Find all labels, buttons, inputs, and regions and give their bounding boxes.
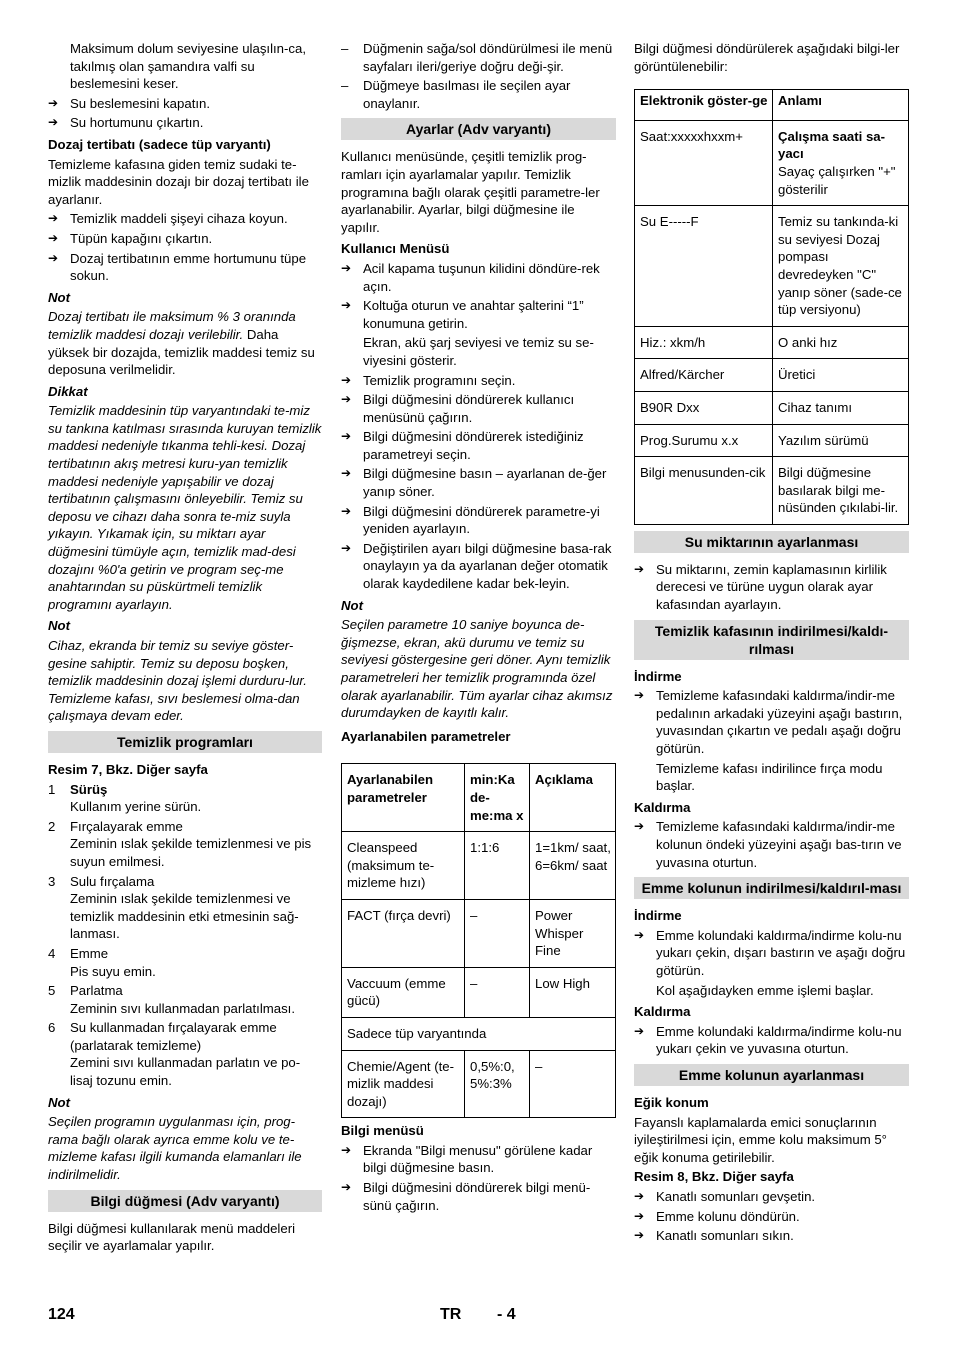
warning-label: Dikkat xyxy=(48,383,88,399)
program-number: 6 xyxy=(48,1020,56,1036)
warning-text: Temizlik maddesinin tüp varyantındaki te-miz su tankına katılması sırasında kuruyan temizlik maddesi nedeniyle tıkanma tehli-kesi. Dozaj tertibatının akış metresi kuru-yan temizlik maddesi nedeniyle yapışabilir ve dozaj tertibatının çalışmasını önleyebilir. Temiz su deposu ve cihazı daha sonra te-miz suyla yıkayın. Yıkamak için, su miktarı ayar düğmesini tümüyle açın, temizlik mad-desi dozajını %0'a getirin ve program seç-me anahtarından su püskürtmeli temizlik programını ayarlayın. xyxy=(48,403,322,612)
note-label: Not xyxy=(48,1094,70,1110)
program-description: Kullanım yerine sürün. xyxy=(70,799,202,815)
program-number: 2 xyxy=(48,818,56,834)
step-item: ➔ Emme kolundaki kaldırma/indirme kolu-nu yukarı çekin ve yuvasına oturtun. xyxy=(634,1023,902,1057)
table-header: Açıklama xyxy=(530,764,616,832)
step-item: ➔ Değiştirilen ayarı bilgi düğmesine basa-rak onaylayın ya da ayarlanan değer otomatik olarak kaydedilene kadar bek-leyin. xyxy=(341,540,612,592)
program-title: Sulu fırçalama xyxy=(70,873,155,889)
table-cell xyxy=(773,206,909,327)
dash-item: – Düğmeye basılması ile seçilen ayar onaylanır. xyxy=(341,78,571,111)
section-heading-water: Su miktarının ayarlanması xyxy=(634,531,909,553)
note-text: Cihaz, ekranda bir temiz su seviye göster-gesine sahiptir. Temiz su deposu boşken, temizlik maddesinin dozaj işlemi durduru-lur. Temizleme kafası, sıvı beslemesi olma-dan çalışmaya devam eder. xyxy=(48,638,307,724)
subheading: Kaldırma xyxy=(634,1004,691,1020)
dash-bullet: – xyxy=(341,41,349,56)
parameters-table xyxy=(341,763,616,1118)
cell-text: Üretici xyxy=(778,367,816,383)
step-result: Kol aşağıdayken emme işlemi başlar. xyxy=(656,982,874,998)
cell-text: Sayaç çalışırken "+" gösterilir xyxy=(778,163,896,197)
table-cell: B90R Dxx xyxy=(635,391,773,424)
step-item: ➔ Bilgi düğmesine basın – ayarlanan de-ğer yanıp söner. xyxy=(341,466,607,500)
step-item: ➔ Temizleme kafasındaki kaldırma/indir-me kolunun öndeki yüzeyini aşağı bas-tırın ve yuvasına oturtun. xyxy=(634,819,902,870)
table-cell: Prog.Surumu x.x xyxy=(635,424,773,457)
program-title: Emme xyxy=(70,945,109,961)
table-header: Anlamı xyxy=(773,90,909,121)
arrow-right-icon: ➔ xyxy=(341,260,352,275)
arrow-right-icon: ➔ xyxy=(341,466,352,481)
step-result: Ekran, akü şarj seviyesi ve temiz su se-viyesini gösterir. xyxy=(363,335,594,368)
table-cell xyxy=(773,326,909,359)
table-header: min:Ka de-me:ma x xyxy=(465,764,530,832)
arrow-right-icon: ➔ xyxy=(341,503,352,518)
cell-text: O anki hız xyxy=(778,334,838,350)
arrow-right-icon: ➔ xyxy=(634,1208,645,1223)
table-cell: Su E-----F xyxy=(635,206,773,327)
table-header: Elektronik göster-ge xyxy=(635,90,773,121)
paragraph: Kullanıcı menüsünde, çeşitli temizlik prog-ramları için ayarlamalar yapılır. Temizlik programına bağlı olarak çeşitli parametre-ler ayarlanabilir. Ayarlar, bilgi düğmesine ile yapılır. xyxy=(341,149,600,235)
step-item: ➔ Su hortumunu çıkartın. xyxy=(48,115,204,131)
step-item: ➔ Bilgi düğmesini döndürerek parametre-yi yeniden ayarlayın. xyxy=(341,503,600,537)
section-heading-cleaning-head: Temizlik kafasının indirilmesi/kaldı-rılması xyxy=(634,620,909,660)
table-cell xyxy=(773,391,909,424)
step-item: ➔ Kanatlı somunları sıkın. xyxy=(634,1228,794,1244)
table-cell: FACT (fırça devri) xyxy=(342,899,465,967)
table-row xyxy=(342,967,616,1017)
program-item xyxy=(48,1019,322,1054)
arrow-right-icon: ➔ xyxy=(341,1180,352,1195)
step-item: ➔ Temizleme kafasındaki kaldırma/indir-me pedalının arkadaki yüzeyini aşağı bastırın, yuvasından çıkartın ve pedalı aşağı doğru götürün. xyxy=(634,688,903,757)
table-cell: Cleanspeed (maksimum te-mizleme hızı) xyxy=(342,832,465,900)
subheading: Dozaj tertibatı (sadece tüp varyantı) xyxy=(48,136,271,152)
program-title: Parlatma xyxy=(70,983,123,999)
step-item: ➔ Su miktarını, zemin kaplamasının kirlilik derecesi ve türüne uygun olarak ayar kafasından ayarlayın. xyxy=(634,561,887,613)
step-item: ➔ Bilgi düğmesini döndürerek bilgi menü-sünü çağırın. xyxy=(341,1180,591,1213)
arrow-right-icon: ➔ xyxy=(48,230,59,245)
note-text: Seçilen programın uygulanması için, prog-rama bağlı olarak ayrıca emme kolu ve te-mizleme kafası ilgili kumanda elamanları ile indirilmelidir. xyxy=(48,1114,302,1183)
table-row xyxy=(635,391,909,424)
table-row xyxy=(635,457,909,525)
info-display-table xyxy=(634,89,909,525)
arrow-right-icon: ➔ xyxy=(634,1188,645,1203)
program-description: Zeminin ıslak şekilde temizlenmesi ve pis suyun emilmesi. xyxy=(70,836,312,869)
step-item: ➔ Tüpün kapağını çıkartın. xyxy=(48,230,213,246)
table-cell: Low High xyxy=(530,967,616,1017)
section-heading-info-button: Bilgi düğmesi (Adv varyantı) xyxy=(48,1190,322,1212)
paragraph: Bilgi düğmesi kullanılarak menü maddeleri seçilir ve ayarlamalar yapılır. xyxy=(48,1220,296,1254)
table-row xyxy=(342,1050,616,1118)
table-row xyxy=(635,424,909,457)
program-description: Zeminin sıvı kullanmadan parlatılması. xyxy=(70,1000,296,1016)
step-item: ➔ Bilgi düğmesini döndürerek kullanıcı menüsünü çağırın. xyxy=(341,392,575,425)
subheading: Ayarlanabilen parametreler xyxy=(341,728,511,744)
step-item: ➔ Emme kolundaki kaldırma/indirme kolu-nu yukarı çekin, dışarı bastırın ve aşağı doğru götürün. xyxy=(634,927,906,978)
step-item: ➔ Ekranda "Bilgi menusu" görülene kadar bilgi düğmesine basın. xyxy=(341,1142,593,1176)
section-heading-settings: Ayarlar (Adv varyantı) xyxy=(341,118,616,140)
cell-text: Cihaz tanımı xyxy=(778,399,853,415)
table-row xyxy=(342,832,616,900)
program-number: 5 xyxy=(48,983,56,999)
table-cell xyxy=(773,120,909,205)
table-cell: – xyxy=(530,1050,616,1118)
table-cell: Hiz.: xkm/h xyxy=(635,326,773,359)
column-middle xyxy=(341,40,616,1216)
table-row xyxy=(635,326,909,359)
intro-text: Maksimum dolum seviyesine ulaşılın-ca, takılmış olan şamandıra valfi su beslemesini keser. xyxy=(70,41,306,92)
table-cell xyxy=(773,457,909,525)
table-cell: Power Whisper Fine xyxy=(530,899,616,967)
column-left xyxy=(48,40,322,1257)
program-item xyxy=(48,818,322,836)
note-label: Not xyxy=(341,597,363,613)
subheading: İndirme xyxy=(634,908,682,924)
arrow-right-icon: ➔ xyxy=(634,927,645,942)
sub-page-number: - 4 xyxy=(497,1306,516,1323)
table-cell: 0,5%:0, 5%:3% xyxy=(465,1050,530,1118)
figure-reference: Resim 8, Bkz. Diğer sayfa xyxy=(634,1169,794,1185)
note-text: Seçilen parametre 10 saniye boyunca de-ğişmezse, ekran, akü durumu ve temiz su seviyesi göstergesine geri döner. Aynı temizlik parametreleri her temizlik programında özel olarak ayarlanabilir. Tüm ayarlar cihaz akımsız durumdayken de kayıtlı kalır. xyxy=(341,617,613,721)
program-item xyxy=(48,873,322,891)
cell-text: Yazılım sürümü xyxy=(778,432,869,448)
program-item xyxy=(48,781,322,799)
table-row xyxy=(635,359,909,392)
table-header-row xyxy=(635,90,909,121)
arrow-right-icon: ➔ xyxy=(634,1023,645,1038)
program-number: 3 xyxy=(48,873,56,889)
table-cell: Saat:xxxxxhxxm+ xyxy=(635,120,773,205)
program-title: Su kullanmadan fırçalayarak emme (parlatarak temizleme) xyxy=(70,1020,277,1053)
note-label: Not xyxy=(48,618,70,634)
arrow-right-icon: ➔ xyxy=(48,115,59,130)
step-item: ➔ Bilgi düğmesini döndürerek istediğiniz parametreyi seçin. xyxy=(341,429,584,462)
table-cell: Vaccuum (emme gücü) xyxy=(342,967,465,1017)
step-item: ➔ Temizlik programını seçin. xyxy=(341,372,516,388)
arrow-right-icon: ➔ xyxy=(634,1228,645,1243)
step-result: Temizleme kafası indirilince fırça modu başlar. xyxy=(656,760,883,794)
step-item: ➔ Temizlik maddeli şişeyi cihaza koyun. xyxy=(48,211,288,227)
table-row xyxy=(342,1017,616,1050)
note-text: Dozaj tertibatı ile maksimum % 3 oranında temizlik maddesi dozajı verilebilir. Daha yüksek bir dozajda, temizlik maddesi temiz su deposuna verilmelidir. xyxy=(48,309,315,378)
dash-bullet: – xyxy=(341,78,349,94)
subheading: Bilgi menüsü xyxy=(341,1123,424,1139)
table-cell: 1=1km/ saat, 6=6km/ saat xyxy=(530,832,616,900)
program-description: Zemini sıvı kullanmadan parlatın ve po-lisaj tozunu emin. xyxy=(70,1055,301,1089)
cell-text: Bilgi düğmesine basılarak bilgi me-nüsünden çıkılabi-lir. xyxy=(778,465,899,516)
arrow-right-icon: ➔ xyxy=(341,540,352,555)
language-code: TR xyxy=(440,1306,462,1323)
arrow-right-icon: ➔ xyxy=(48,95,59,110)
program-number: 4 xyxy=(48,945,56,961)
arrow-right-icon: ➔ xyxy=(341,429,352,444)
arrow-right-icon: ➔ xyxy=(341,1142,352,1157)
step-item: ➔ Su beslemesini kapatın. xyxy=(48,95,211,111)
arrow-right-icon: ➔ xyxy=(634,561,645,576)
table-cell: Sadece tüp varyantında xyxy=(342,1017,616,1050)
paragraph: Bilgi düğmesi döndürülerek aşağıdaki bilgi-ler görüntülenebilir: xyxy=(634,41,900,74)
page-number: 124 xyxy=(48,1306,75,1323)
step-item: ➔ Dozaj tertibatının emme hortumunu tüpe sokun. xyxy=(48,250,307,284)
program-number: 1 xyxy=(48,781,56,797)
cell-title: Çalışma saati sa-yacı xyxy=(778,128,886,162)
arrow-right-icon: ➔ xyxy=(341,392,352,407)
program-item xyxy=(48,945,322,963)
program-title: Fırçalayarak emme xyxy=(70,818,183,834)
note-label: Not xyxy=(48,289,70,305)
arrow-right-icon: ➔ xyxy=(634,688,645,703)
step-item: ➔ Koltuğa oturun ve anahtar şalterini “1” konumuna getirin. xyxy=(341,298,584,331)
table-row xyxy=(342,899,616,967)
arrow-right-icon: ➔ xyxy=(341,372,352,387)
step-item: ➔ Acil kapama tuşunun kilidini döndüre-rek açın. xyxy=(341,260,600,294)
arrow-right-icon: ➔ xyxy=(341,298,352,313)
section-heading-programs: Temizlik programları xyxy=(48,731,322,753)
step-item: ➔ Kanatlı somunları gevşetin. xyxy=(634,1188,816,1204)
subheading: Kaldırma xyxy=(634,799,691,815)
section-heading-suction-arm: Emme kolunun indirilmesi/kaldırıl-ması xyxy=(634,877,909,899)
program-item xyxy=(48,982,322,1000)
column-right xyxy=(634,40,909,1247)
figure-reference: Resim 7, Bkz. Diğer sayfa xyxy=(48,761,208,777)
subheading: Kullanıcı Menüsü xyxy=(341,241,450,257)
step-item: ➔ Emme kolunu döndürün. xyxy=(634,1208,800,1224)
arrow-right-icon: ➔ xyxy=(48,211,59,226)
program-title: Sürüş xyxy=(70,781,108,797)
table-cell: 1:1:6 xyxy=(465,832,530,900)
table-cell: – xyxy=(465,967,530,1017)
subheading: Eğik konum xyxy=(634,1094,709,1110)
table-cell: Bilgi menusunden-cik xyxy=(635,457,773,525)
program-description: Pis suyu emin. xyxy=(70,963,156,979)
table-header-row xyxy=(342,764,616,832)
table-cell: – xyxy=(465,899,530,967)
program-description: Zeminin ıslak şekilde temizlenmesi ve temizlik maddesinin etki etmesinin sağ-lanması. xyxy=(70,891,299,942)
section-heading-suction-adjust: Emme kolunun ayarlanması xyxy=(634,1064,909,1086)
paragraph: Fayanslı kaplamalarda emici sonuçlarının iyileştirilmesi için, emme kolu maksimum 5° eğik konuma getirilebilir. xyxy=(634,1114,887,1165)
cell-text: Temiz su tankında-ki su seviyesi Dozaj pompası devredeyken "C" yanıp söner (sade-ce tüp versiyonu) xyxy=(778,214,902,318)
table-row xyxy=(635,206,909,327)
table-row xyxy=(635,120,909,205)
table-header: Ayarlanabilen parametreler xyxy=(342,764,465,832)
program-list xyxy=(48,781,322,1090)
subheading: İndirme xyxy=(634,668,682,684)
table-cell: Alfred/Kärcher xyxy=(635,359,773,392)
dash-item: – Düğmenin sağa/sol döndürülmesi ile menü sayfaları ileri/geriye doğru deği-şir. xyxy=(341,41,613,74)
arrow-right-icon: ➔ xyxy=(48,250,59,265)
table-cell xyxy=(773,359,909,392)
paragraph: Temizleme kafasına giden temiz sudaki te-mizlik maddesinin dozajı bir dozaj tertibatı ile ayarlanır. xyxy=(48,156,309,207)
table-cell xyxy=(773,424,909,457)
arrow-right-icon: ➔ xyxy=(634,819,645,834)
table-cell: Chemie/Agent (te-mizlik maddesi dozajı) xyxy=(342,1050,465,1118)
